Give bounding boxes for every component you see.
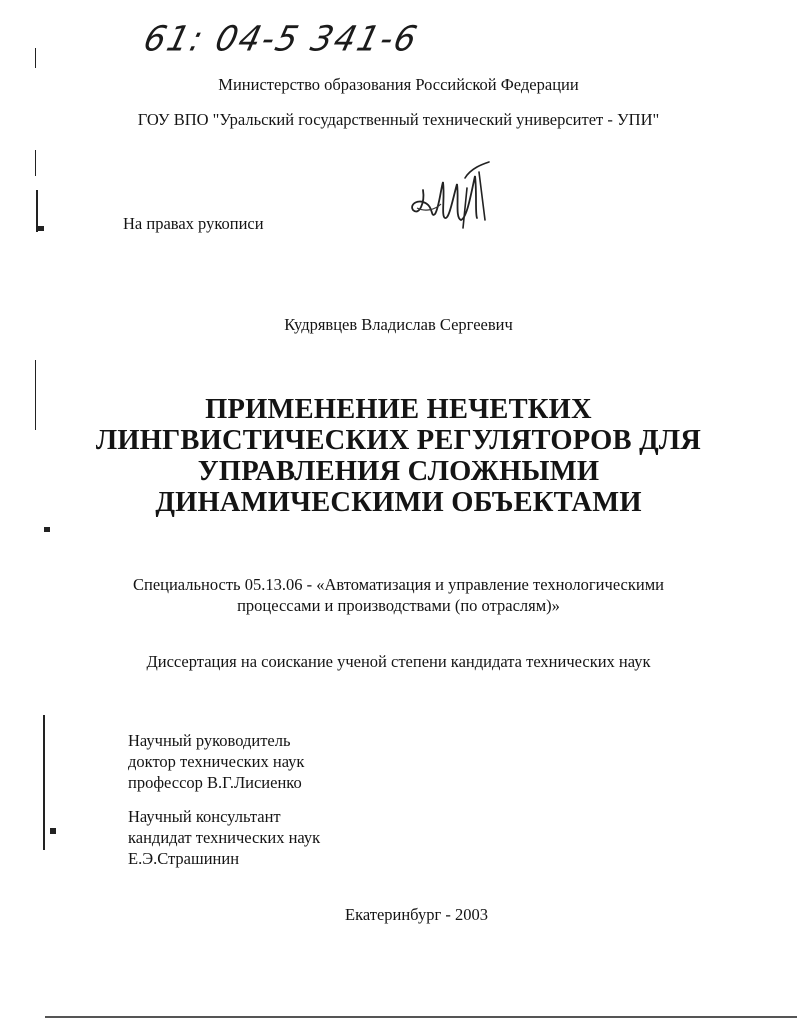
dissertation-title — [0, 394, 797, 518]
supervisor-block — [128, 730, 304, 793]
scan-margin-mark — [35, 150, 36, 176]
title-line: УПРАВЛЕНИЯ СЛОЖНЫМИ — [197, 456, 600, 487]
specialty-line: процессами и производствами (по отраслям)» — [237, 596, 560, 615]
degree-statement: Диссертация на соискание ученой степени кандидата технических наук — [146, 652, 651, 671]
supervisor-degree: доктор технических наук — [128, 752, 305, 771]
scan-margin-mark — [36, 226, 44, 231]
city-year: Екатеринбург - 2003 — [345, 905, 488, 924]
signature — [405, 158, 495, 233]
title-line: ДИНАМИЧЕСКИМИ ОБЪЕКТАМИ — [155, 487, 642, 518]
ministry-name: Министерство образования Российской Федерации — [218, 75, 579, 94]
scan-margin-mark — [50, 828, 56, 834]
supervisor-role: Научный руководитель — [128, 731, 291, 750]
title-line: ЛИНГВИСТИЧЕСКИХ РЕГУЛЯТОРОВ ДЛЯ — [95, 425, 702, 456]
consultant-name: Е.Э.Страшинин — [128, 849, 240, 868]
scan-margin-mark — [43, 715, 45, 850]
scan-margin-mark — [35, 48, 36, 68]
consultant-block — [128, 806, 320, 869]
author-name: Кудрявцев Владислав Сергеевич — [284, 315, 513, 334]
scan-bottom-edge — [45, 1016, 797, 1018]
scan-margin-mark — [44, 527, 50, 532]
university-name: ГОУ ВПО "Уральский государственный технический университет - УПИ" — [137, 110, 660, 129]
specialty-line: Специальность 05.13.06 - «Автоматизация и управление технологическими — [132, 575, 664, 594]
specialty — [0, 574, 797, 616]
consultant-role: Научный консультант — [128, 807, 281, 826]
archive-number: 61: 04-5 341-6 — [139, 18, 423, 59]
manuscript-rights: На правах рукописи — [123, 214, 264, 233]
consultant-degree: кандидат технических наук — [128, 828, 321, 847]
title-line: ПРИМЕНЕНИЕ НЕЧЕТКИХ — [205, 394, 592, 425]
supervisor-name: профессор В.Г.Лисиенко — [128, 773, 302, 792]
